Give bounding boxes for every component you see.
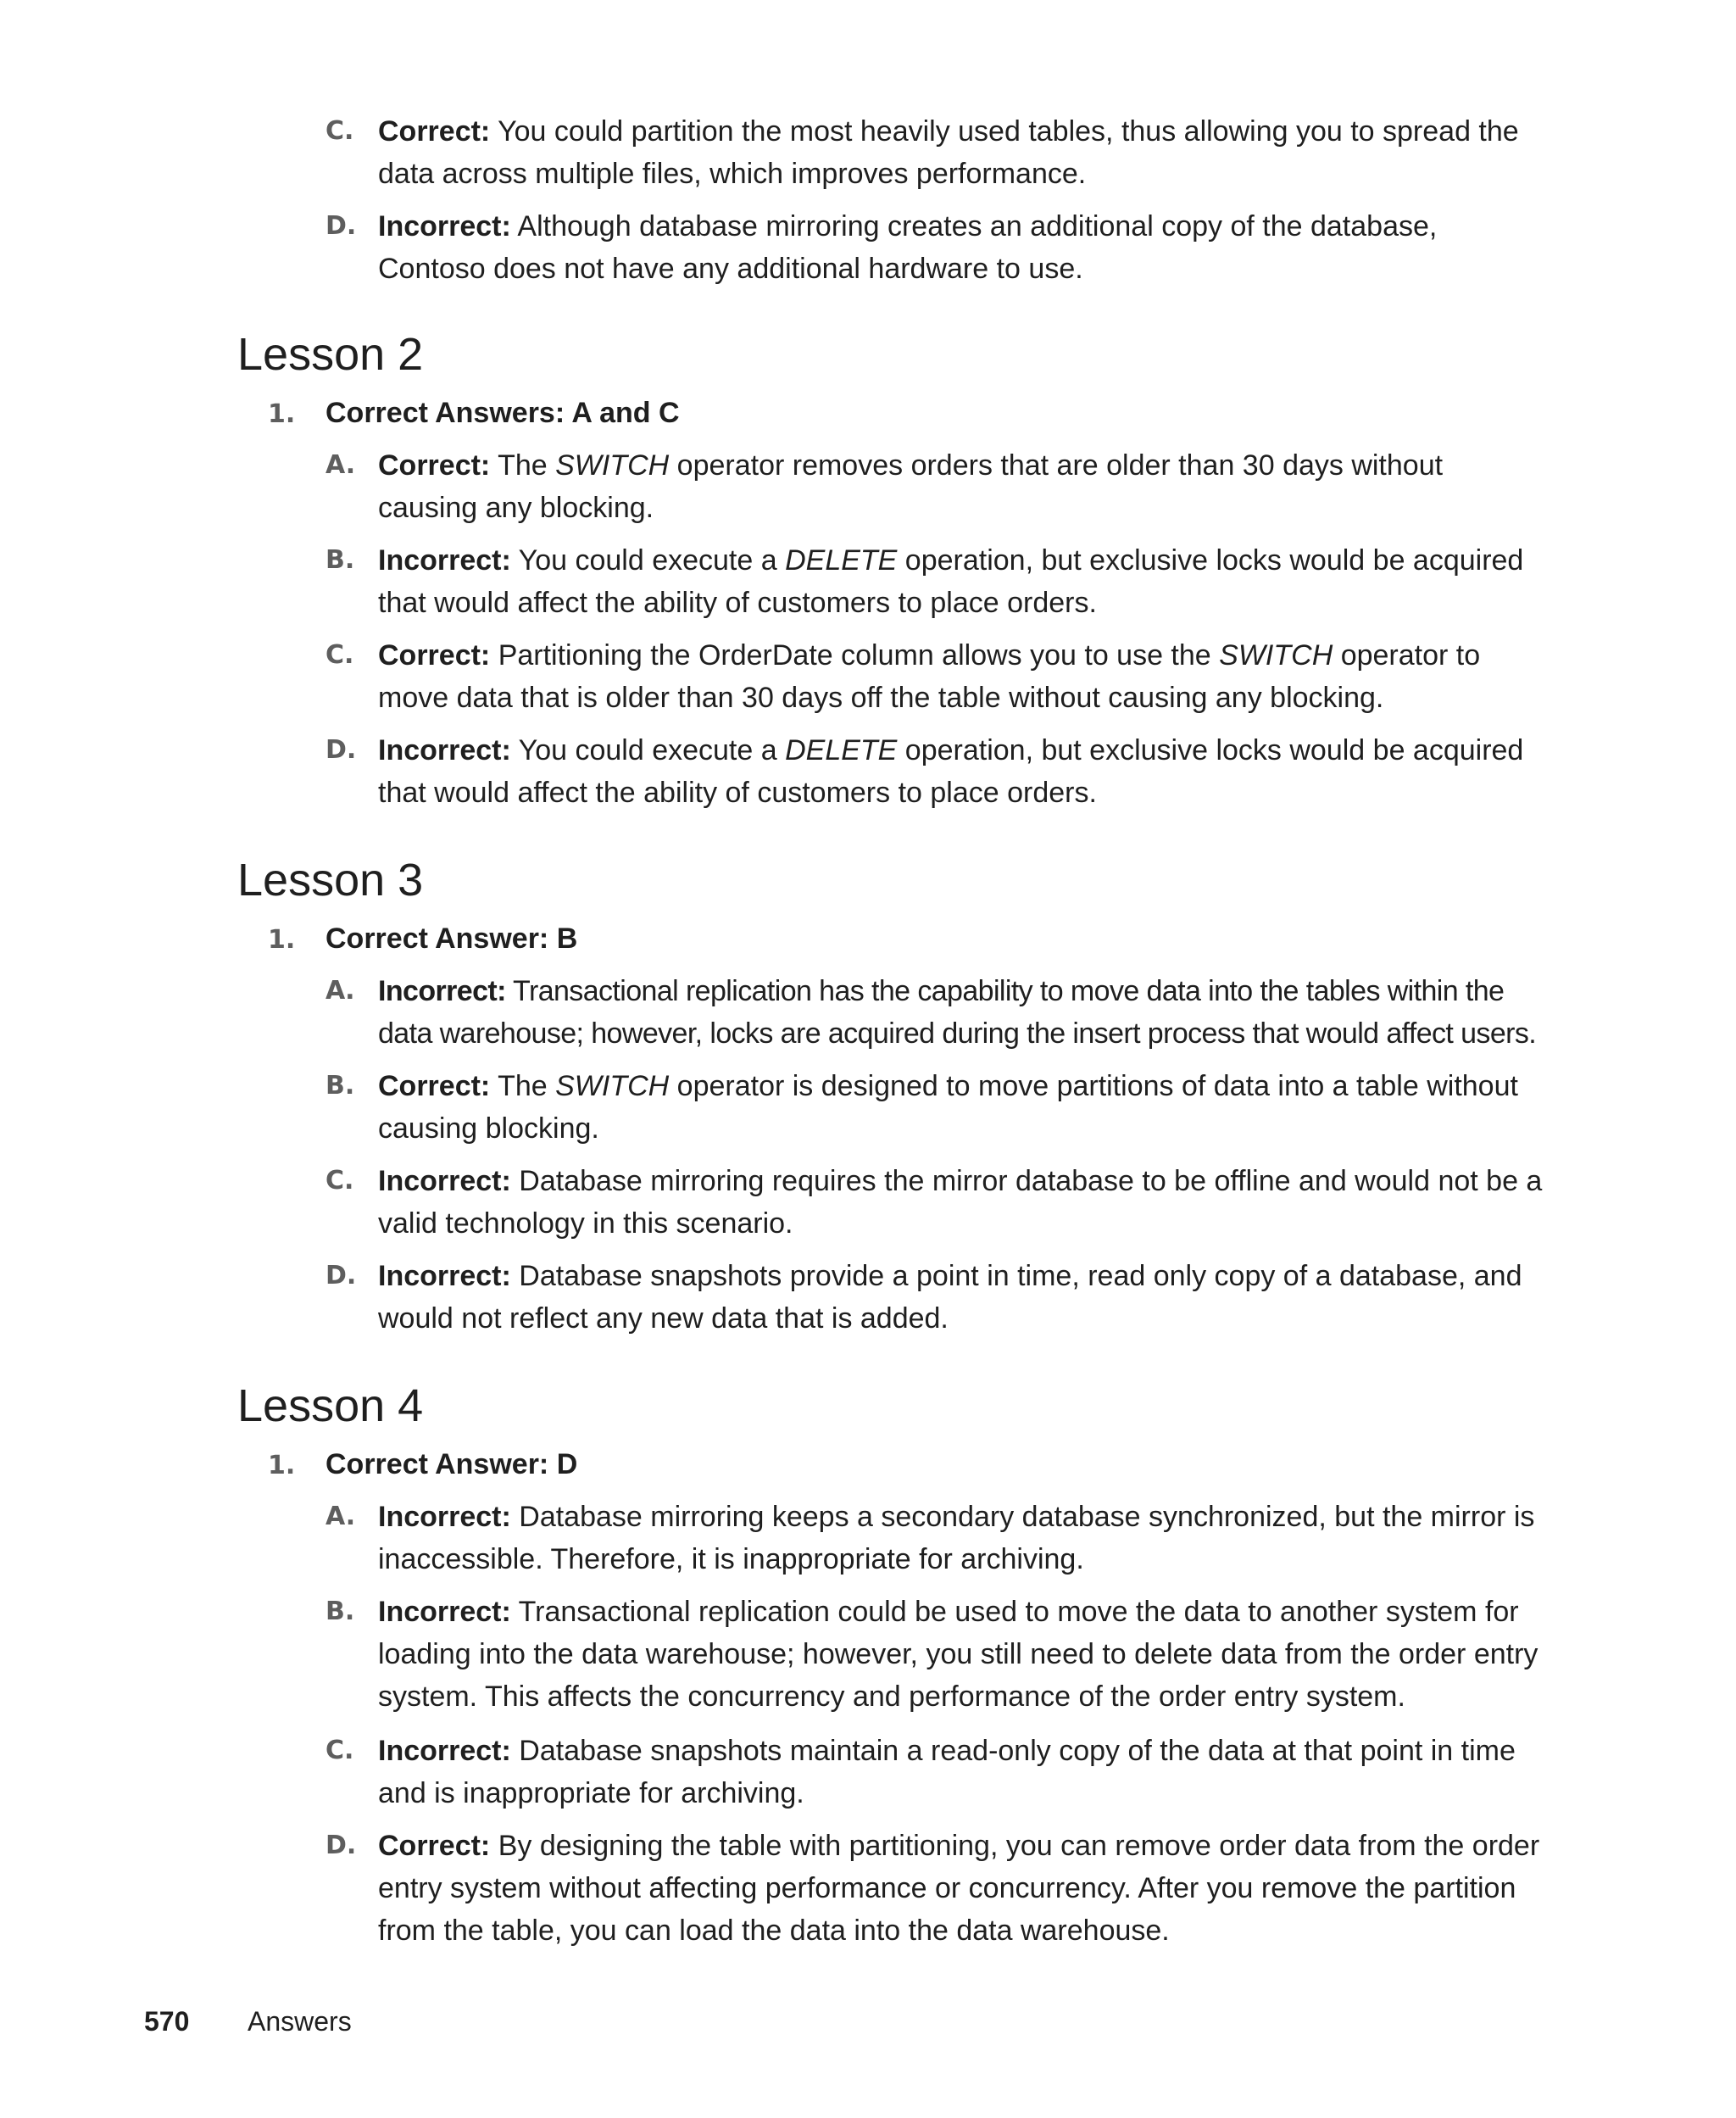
answer-text: Database mirroring requires the mirror database to be offline and would not be a valid technology in this scenario. — [378, 1165, 1543, 1240]
answer-text: You could partition the most heavily used tables, thus allowing you to spread the data across multiple files, which improves performance. — [378, 115, 1519, 190]
question-number: 1. — [268, 1451, 296, 1480]
answer-text: Database mirroring keeps a secondary database synchronized, but the mirror is inaccessible. Therefore, it is inappropriate for archiving. — [378, 1501, 1535, 1575]
lesson-4-answer-d — [326, 1825, 1546, 1952]
answer-keyword: SWITCH — [1219, 639, 1333, 672]
answer-text: You could execute a — [510, 544, 786, 577]
answer-letter: C. — [326, 640, 354, 670]
question-number: 1. — [268, 399, 296, 429]
answer-text: operation, but exclusive locks would be acquired that would affect the ability of customers to place orders. — [378, 734, 1524, 809]
question-label: Correct Answers: A and C — [326, 397, 680, 429]
answer-text: Transactional replication has the capability to move data into the tables within the data warehouse; however, locks are acquired during the insert process that would affect users. — [378, 975, 1537, 1050]
answer-letter: D. — [326, 1831, 357, 1860]
page-footer — [144, 2004, 352, 2038]
lesson-4-question — [268, 1445, 577, 1485]
lesson-3-answer-b — [326, 1065, 1546, 1150]
lesson-3-answer-a — [326, 970, 1546, 1055]
lesson-2-answer-b — [326, 539, 1546, 624]
answer-text: The — [490, 449, 556, 482]
answer-text: Database snapshots provide a point in time, read only copy of a database, and would not reflect any new data that is added. — [378, 1260, 1522, 1335]
lesson-4-answer-c — [326, 1730, 1546, 1814]
answer-verdict: Correct: — [378, 1070, 491, 1102]
answer-letter: C. — [326, 1166, 354, 1196]
answer-verdict: Incorrect: — [378, 210, 511, 242]
answer-verdict: Incorrect: — [378, 975, 506, 1007]
lesson-3-title: Lesson 3 — [237, 855, 424, 906]
question-label: Correct Answer: D — [326, 1448, 578, 1480]
answer-letter: D. — [326, 1261, 357, 1290]
answer-letter: B. — [326, 545, 355, 575]
answer-text: operator to move data that is older than 30 days off the table without causing any blocking. — [378, 639, 1481, 714]
answer-top-d — [326, 205, 1546, 290]
lesson-2-question — [268, 393, 680, 434]
lesson-2-answer-a — [326, 444, 1546, 529]
answer-text: Transactional replication could be used to move the data to another system for loading into the data warehouse; however, you still need to delete data from the order entry system. This affects the concurrency and performance of the order entry system. — [378, 1596, 1538, 1713]
answer-verdict: Incorrect: — [378, 1501, 511, 1533]
answer-verdict: Incorrect: — [378, 1735, 511, 1767]
answer-text: The — [490, 1070, 556, 1102]
answer-text: operator is designed to move partitions of data into a table without causing blocking. — [378, 1070, 1518, 1145]
lesson-3-answer-c — [326, 1160, 1546, 1245]
answer-text: Partitioning the OrderDate column allows you to use the — [490, 639, 1220, 672]
answer-verdict: Correct: — [378, 115, 491, 148]
lesson-4-title: Lesson 4 — [237, 1380, 424, 1431]
lesson-2-answer-c — [326, 634, 1546, 719]
answer-letter: A. — [326, 450, 356, 480]
lesson-2-answer-d — [326, 729, 1546, 814]
lesson-3-answer-d — [326, 1255, 1546, 1340]
lesson-4-answer-b — [326, 1591, 1546, 1718]
answer-letter: D. — [326, 735, 357, 765]
answer-keyword: DELETE — [785, 734, 898, 766]
answer-verdict: Incorrect: — [378, 544, 511, 577]
lesson-4-answer-a — [326, 1496, 1546, 1580]
question-label: Correct Answer: B — [326, 922, 578, 955]
answer-verdict: Incorrect: — [378, 1596, 511, 1628]
answer-verdict: Incorrect: — [378, 1165, 511, 1197]
answer-keyword: SWITCH — [555, 1070, 670, 1102]
answer-letter: B. — [326, 1597, 355, 1626]
answer-verdict: Incorrect: — [378, 1260, 511, 1292]
answer-text: operator removes orders that are older than 30 days without causing any blocking. — [378, 449, 1444, 524]
lesson-3-question — [268, 919, 577, 960]
answer-text: Database snapshots maintain a read-only copy of the data at that point in time and is inappropriate for archiving. — [378, 1735, 1516, 1809]
answer-verdict: Correct: — [378, 449, 491, 482]
answer-letter: C. — [326, 1736, 354, 1765]
answer-letter: A. — [326, 1502, 356, 1531]
answer-letter: A. — [326, 976, 354, 1006]
answer-top-c — [326, 110, 1546, 195]
answer-text: By designing the table with partitioning, you can remove order data from the order entry system without affecting performance or concurrency. After you remove the partition from the table, you can load the data into the data warehouse. — [378, 1830, 1540, 1947]
answer-keyword: SWITCH — [555, 449, 670, 482]
answer-letter: B. — [326, 1071, 355, 1101]
question-number: 1. — [268, 925, 296, 955]
answer-text: You could execute a — [510, 734, 786, 766]
answer-keyword: DELETE — [785, 544, 898, 577]
answer-letter: D. — [326, 211, 357, 241]
answer-text: Although database mirroring creates an additional copy of the database, Contoso does not have any additional hardware to use. — [378, 210, 1438, 285]
answer-letter: C. — [326, 116, 354, 146]
answer-verdict: Incorrect: — [378, 734, 511, 766]
answer-verdict: Correct: — [378, 1830, 491, 1862]
lesson-2-title: Lesson 2 — [237, 329, 424, 380]
page-number: 570 — [144, 2006, 190, 2037]
footer-section: Answers — [248, 2006, 352, 2037]
answer-verdict: Correct: — [378, 639, 491, 672]
answer-text: operation, but exclusive locks would be acquired that would affect the ability of customers to place orders. — [378, 544, 1524, 619]
